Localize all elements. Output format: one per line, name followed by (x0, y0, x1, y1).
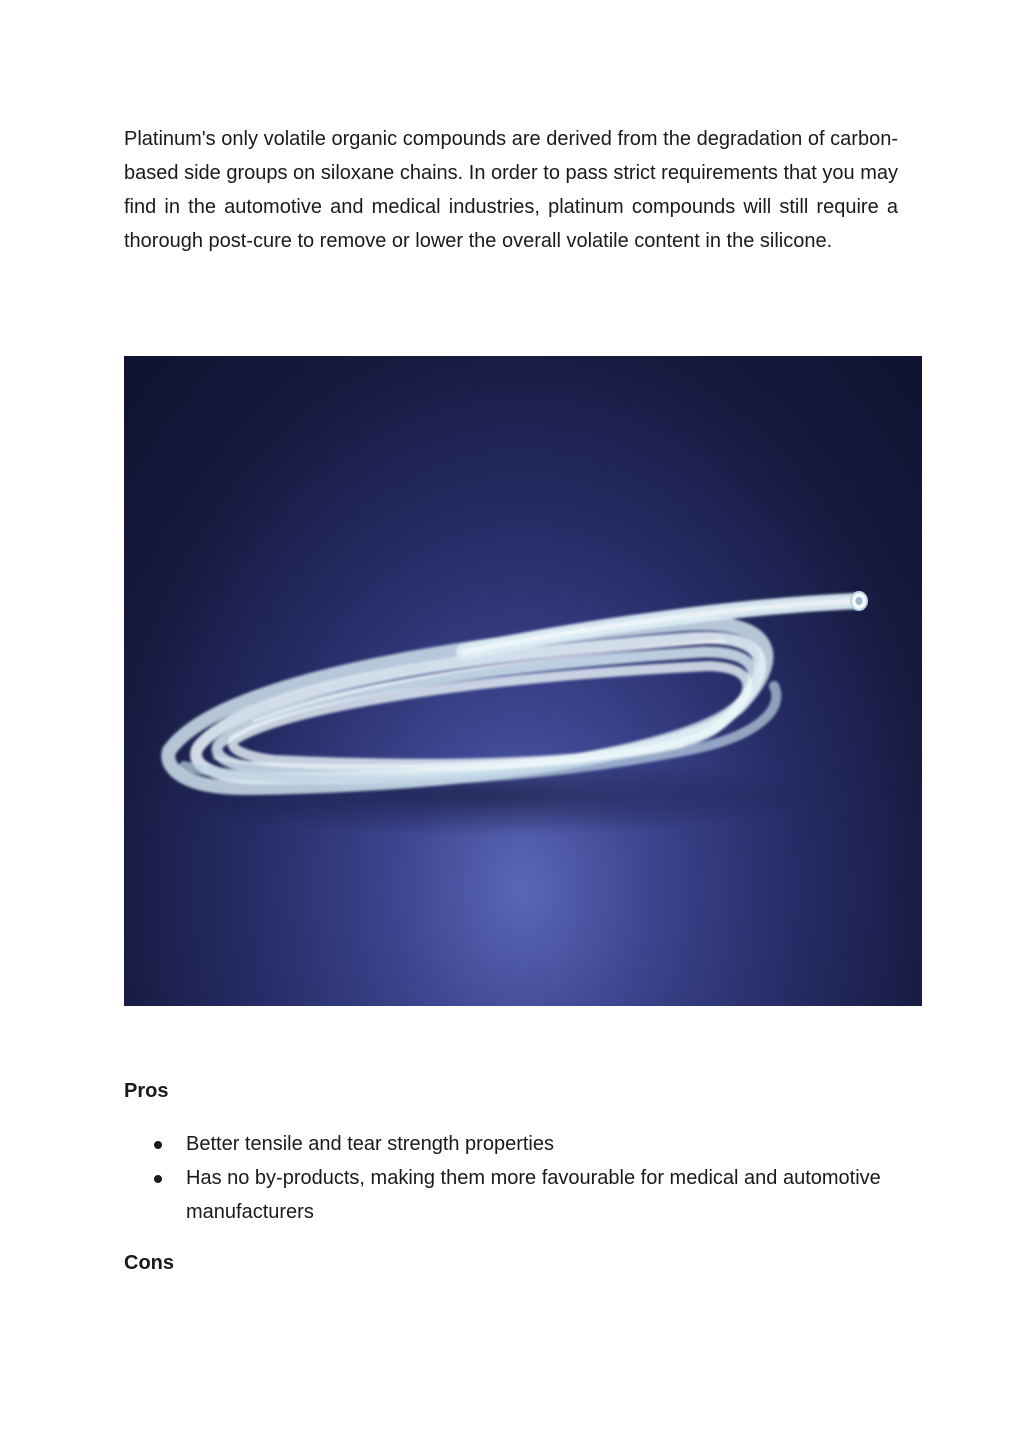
list-item (124, 1161, 884, 1229)
bullet-icon (154, 1141, 162, 1149)
pros-item-text: Has no by-products, making them more favourable for medical and automotive manufacturers (186, 1167, 881, 1223)
bullet-icon (154, 1175, 162, 1183)
cons-heading: Cons (124, 1252, 174, 1274)
pros-list (124, 1127, 884, 1229)
silicone-tubing-photo (124, 356, 922, 1006)
pros-item-text: Better tensile and tear strength properties (186, 1133, 554, 1155)
coiled-tube-illustration (124, 356, 922, 1006)
pros-heading: Pros (124, 1080, 169, 1102)
intro-paragraph: Platinum's only volatile organic compounds are derived from the degradation of carbon-based side groups on siloxane chains. In order to pass strict requirements that you may find in the automotive and medical industries, platinum compounds will still require a thorough post-cure to remove or lower the overall volatile content in the silicone. (124, 128, 898, 252)
list-item (124, 1127, 884, 1161)
